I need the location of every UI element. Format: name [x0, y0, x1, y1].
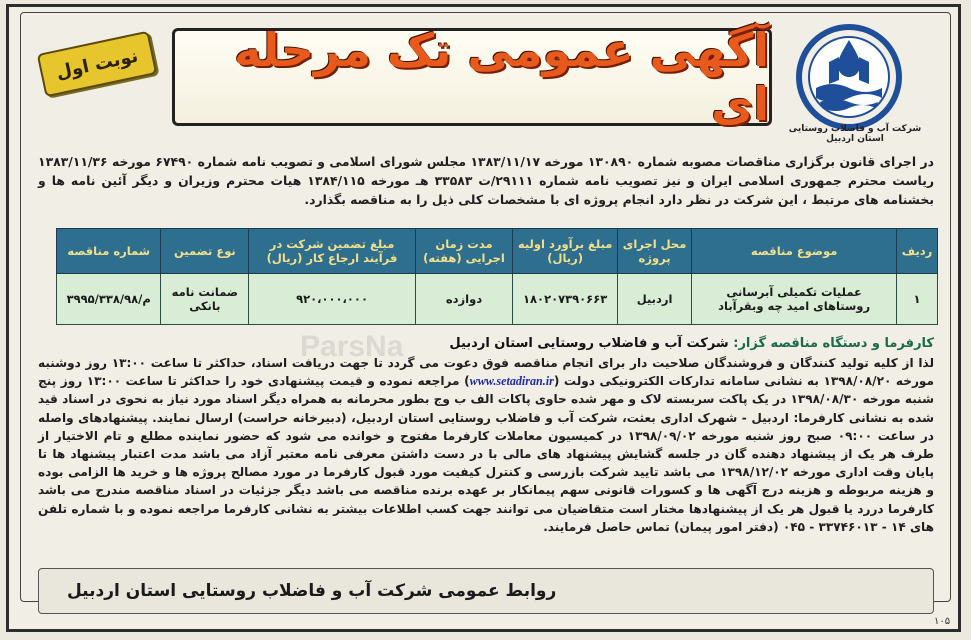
footer-box: [38, 568, 934, 614]
cell-guarantee-amount: ۹۲۰،۰۰۰،۰۰۰: [249, 274, 415, 325]
col-duration: مدت زمان اجرایی (هفته): [415, 229, 513, 274]
intro-paragraph: در اجرای قانون برگزاری مناقصات مصوبه شماره ۱۳۰۸۹۰ مورخه ۱۳۸۳/۱۱/۱۷ مجلس شورای اسلامی و تصویب نامه شماره ۶۷۴۹۰ مورخه ۱۳۸۳/۱۱/۳۶ ریاست محترم جمهوری اسلامی ایران و نیز تصویب نامه شماره ۲۹۱۱۱/ت ۳۳۵۸۳ هـ مورخه ۱۳۸۴/۱۱۵ هیات محترم وزیران و دیگر آئین نامه ها و بخشنامه های مرتبط ، این شرکت در نظر دارد انجام پروژه ای با مشخصات کلی ذیل را به مناقصه بگذارد.: [38, 154, 934, 207]
col-subject: موضوع مناقصه: [692, 229, 897, 274]
cell-estimate: ۱۸۰۲۰۷۳۹۰۶۶۳: [513, 274, 618, 325]
setadiran-link[interactable]: www.setadiran.ir: [469, 374, 554, 389]
employer-line: [38, 336, 934, 351]
body-part-1: لذا از کلیه تولید کنندگان و فروشندگان صلاحیت دار برای انجام مناقصه فوق دعوت می گردد تا جهت دریافت اسناد، حداکثر تا ساعت ۱۳:۰۰ روز دوشنبه مورخه ۱۳۹۸/۰۸/۲۰ به نشانی سامانه تدارکات الکترونیکی دولت (: [38, 356, 934, 389]
col-guarantee-type: نوع تضمین: [161, 229, 249, 274]
cell-duration: دوازده: [415, 274, 513, 325]
cell-guarantee-type: ضمانت نامه بانکی: [161, 274, 249, 325]
col-guarantee-amount: مبلغ تضمین شرکت در فرآیند ارجاع کار (ریال): [249, 229, 415, 274]
water-company-logo-icon: [794, 22, 904, 132]
cell-location: اردبیل: [617, 274, 691, 325]
body-part-2: ) مراجعه نموده و قیمت پیشنهادی خود را حداکثر تا ساعت ۱۳:۰۰ روز پنج شنبه مورخه ۱۳۹۸/۰۸/۳۰ در یک پاکت سربسته لاک و مهر شده حاوی پاکات الف ب وج بطور محرمانه به همراه دیگر اسناد مورد نیاز به نحوی در اسناد قید شده به نشانی کارفرما: اردبیل - شهرک اداری بعثت، شرکت آب و فاضلاب روستایی استان اردبیل، (دبیرخانه حراست) ارسال نمایند. پیشنهادهای واصله در ساعت ۰۹:۰۰ صبح روز شنبه مورخه ۱۳۹۸/۰۹/۰۲ در کمیسیون معاملات کارفرما مفتوح و خوانده می شود که حضور نماینده مطلع و تام الاختیار از طرف هر یک از پیشنهاد دهنده گان در جلسه گشایش پیشنهاد های مالی با در دست داشتن معرفی نامه معتبر آزاد می باشد مدت اعتبار پیشنهاد ها تا پایان وقت اداری مورخه ۱۳۹۸/۱۲/۰۲ می باشد تایید شرکت بازرسی و کنترل کیفیت مورد قبول کارفرما در مورد مصالح پروژه ها و خرید ها الزامی بوده و هزینه مربوطه و هزینه درج آگهی ها و کسورات قانونی سهم پیمانکار بر عهده برنده مناقصه می باشد دیگر جزئیات در اسناد مناقصه مندرج می باشد کارفرما دررد یا قبول هر یک از پیشنهادها مختار است متقاضیان می توانند جهت کسب اطلاعات بیشتر به نشانی کارفرما مراجعه نموده و با شماره تلفن های ۱۴ - ۳۳۷۴۶۰۱۳ - ۰۴۵ (دفتر امور پیمان) تماس حاصل فرمایند.: [38, 374, 935, 534]
page-number: ۱۰۵: [934, 616, 951, 627]
title-box: [172, 23, 772, 131]
cell-row-number: ۱: [897, 274, 938, 325]
employer-name: شرکت آب و فاضلاب روستایی استان اردبیل: [449, 336, 729, 351]
page-title: آگهی عمومی تک مرحله ای: [234, 23, 769, 131]
footer-text: روابط عمومی شرکت آب و فاضلاب روستایی استان اردبیل: [67, 581, 557, 601]
table-header-row: [57, 229, 938, 274]
col-estimate: مبلغ برآورد اولیه (ریال): [513, 229, 618, 274]
watermark: ParsNa: [300, 330, 404, 363]
tender-table: [56, 228, 938, 325]
body-paragraph: [38, 354, 934, 536]
col-tender-number: شماره مناقصه: [57, 229, 161, 274]
badge-label: نوبت اول: [54, 45, 140, 83]
table-row: [57, 274, 938, 325]
col-row-number: ردیف: [897, 229, 938, 274]
employer-label: کارفرما و دستگاه مناقصه گزار:: [733, 336, 934, 351]
cell-subject: عملیات تکمیلی آبرسانی روستاهای امید چه وبقرآباد: [692, 274, 897, 325]
company-caption: شرکت آب و فاضلاب روستایی استان اردبیل: [788, 124, 922, 144]
cell-tender-number: م/۳۹۹۵/۳۳۸/۹۸: [57, 274, 161, 325]
col-location: محل اجرای پروژه: [617, 229, 691, 274]
